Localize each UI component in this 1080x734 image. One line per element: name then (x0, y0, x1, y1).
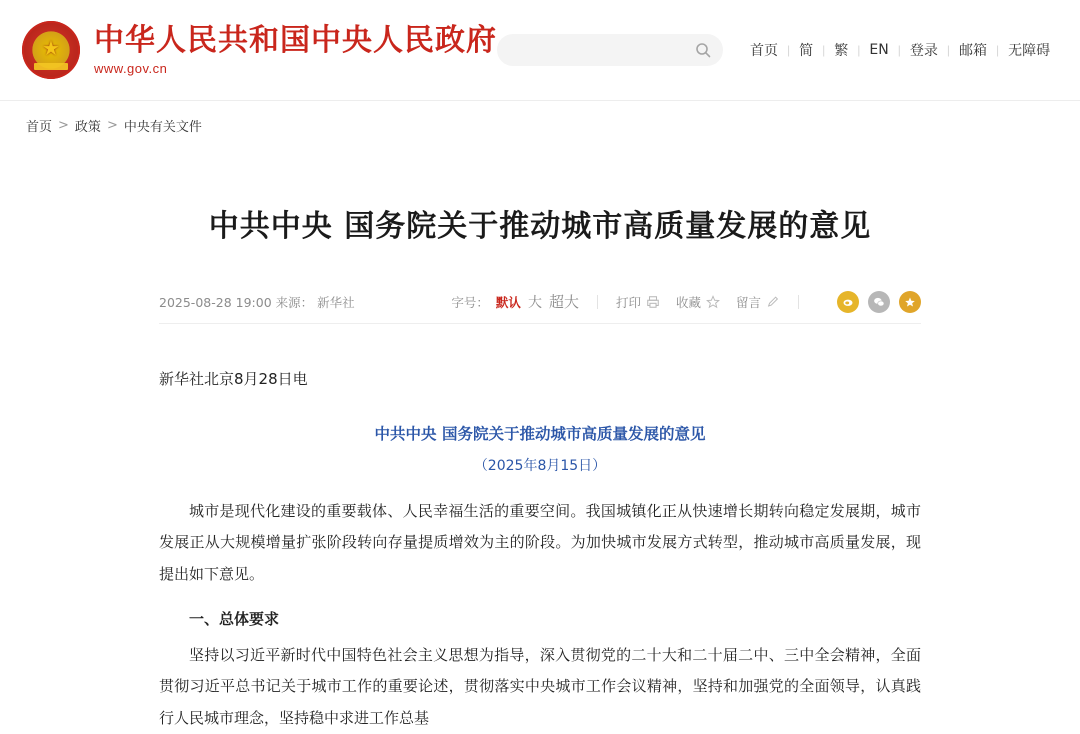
share-group (837, 291, 921, 313)
search-input[interactable] (509, 42, 695, 59)
print-label: 打印 (615, 294, 641, 310)
font-size-default[interactable]: 默认 (495, 295, 521, 311)
font-size-extra-large[interactable]: 超大 (548, 293, 579, 312)
search-icon[interactable] (695, 42, 711, 58)
article (159, 150, 921, 734)
print-button[interactable] (616, 293, 660, 311)
weibo-share-icon[interactable] (837, 291, 859, 313)
breadcrumb (0, 100, 1080, 150)
breadcrumb-item-home[interactable]: 首页 (26, 120, 53, 135)
breadcrumb-separator: > (106, 118, 118, 133)
nav-item-home[interactable]: 首页 (750, 43, 778, 59)
header-nav (741, 40, 1059, 60)
paragraph: 城市是现代化建设的重要载体、人民幸福生活的重要空间。我国城镇化正从快速增长期转向稳定发展期，城市发展正从大规模增量扩张阶段转向存量提质增效为主的阶段。为加快城市发展方式转型，推动城市高质量发展，现提出如下意见。 (159, 501, 921, 583)
favorite-label: 收藏 (675, 294, 701, 310)
printer-icon (646, 295, 660, 309)
breadcrumb-item-central-documents[interactable]: 中央有关文件 (123, 120, 202, 135)
site-brand[interactable] (94, 24, 497, 76)
divider (597, 295, 598, 309)
inner-date: （2025年8月15日） (473, 458, 607, 475)
nav-separator: | (857, 43, 861, 57)
breadcrumb-separator: > (58, 118, 69, 133)
wechat-share-icon[interactable] (868, 291, 890, 313)
font-size-large[interactable]: 大 (527, 295, 542, 312)
nav-separator: | (787, 43, 791, 57)
nav-separator: | (822, 43, 826, 57)
search-box[interactable] (497, 34, 723, 66)
nav-separator: | (946, 43, 950, 57)
nav-item-english[interactable]: EN (869, 42, 889, 58)
star-icon (706, 295, 720, 309)
source-label: 来源： (275, 294, 314, 310)
site-domain: www.gov.cn (94, 61, 168, 76)
header-right (497, 34, 1059, 66)
national-emblem-icon (22, 21, 80, 79)
nav-item-accessibility[interactable]: 无障碍 (1008, 43, 1051, 59)
favorite-button[interactable] (676, 293, 720, 311)
favorite-share-icon[interactable] (899, 291, 921, 313)
comment-label: 留言 (735, 294, 761, 310)
breadcrumb-item-policy[interactable]: 政策 (74, 120, 101, 135)
nav-separator: | (995, 43, 1000, 57)
nav-item-mail[interactable]: 邮箱 (958, 43, 987, 59)
page-title: 中共中央 国务院关于推动城市高质量发展的意见 (208, 209, 872, 245)
dateline: 新华社北京8月28日电 (159, 370, 308, 389)
site-title: 中华人民共和国中央人民政府 (94, 23, 497, 58)
inner-title: 中共中央 国务院关于推动城市高质量发展的意见 (374, 424, 706, 443)
article-meta-tools (451, 291, 817, 312)
article-meta-bar (159, 280, 921, 324)
comment-button[interactable] (736, 293, 780, 311)
font-size-group (451, 291, 579, 312)
section-heading: 一、总体要求 (189, 610, 280, 629)
site-header (0, 0, 1080, 100)
font-size-label: 字号： (451, 295, 489, 311)
publish-datetime: 2025-08-28 19:00 (159, 294, 272, 310)
nav-item-simplified[interactable]: 简 (799, 43, 814, 59)
divider (798, 295, 799, 309)
nav-item-login[interactable]: 登录 (909, 43, 938, 59)
article-body (159, 364, 921, 734)
paragraph: 坚持以习近平新时代中国特色社会主义思想为指导，深入贯彻党的二十大和二十届二中、三中全会精神，全面贯彻习近平总书记关于城市工作的重要论述，贯彻落实中央城市工作会议精神，坚持和加强党的全面领导，认真践行人民城市理念，坚持稳中求进工作总基 (159, 645, 921, 727)
nav-separator: | (897, 43, 901, 57)
nav-item-traditional[interactable]: 繁 (834, 43, 849, 59)
source-value: 新华社 (317, 294, 355, 310)
pencil-icon (766, 295, 780, 309)
article-meta-left (159, 293, 355, 311)
